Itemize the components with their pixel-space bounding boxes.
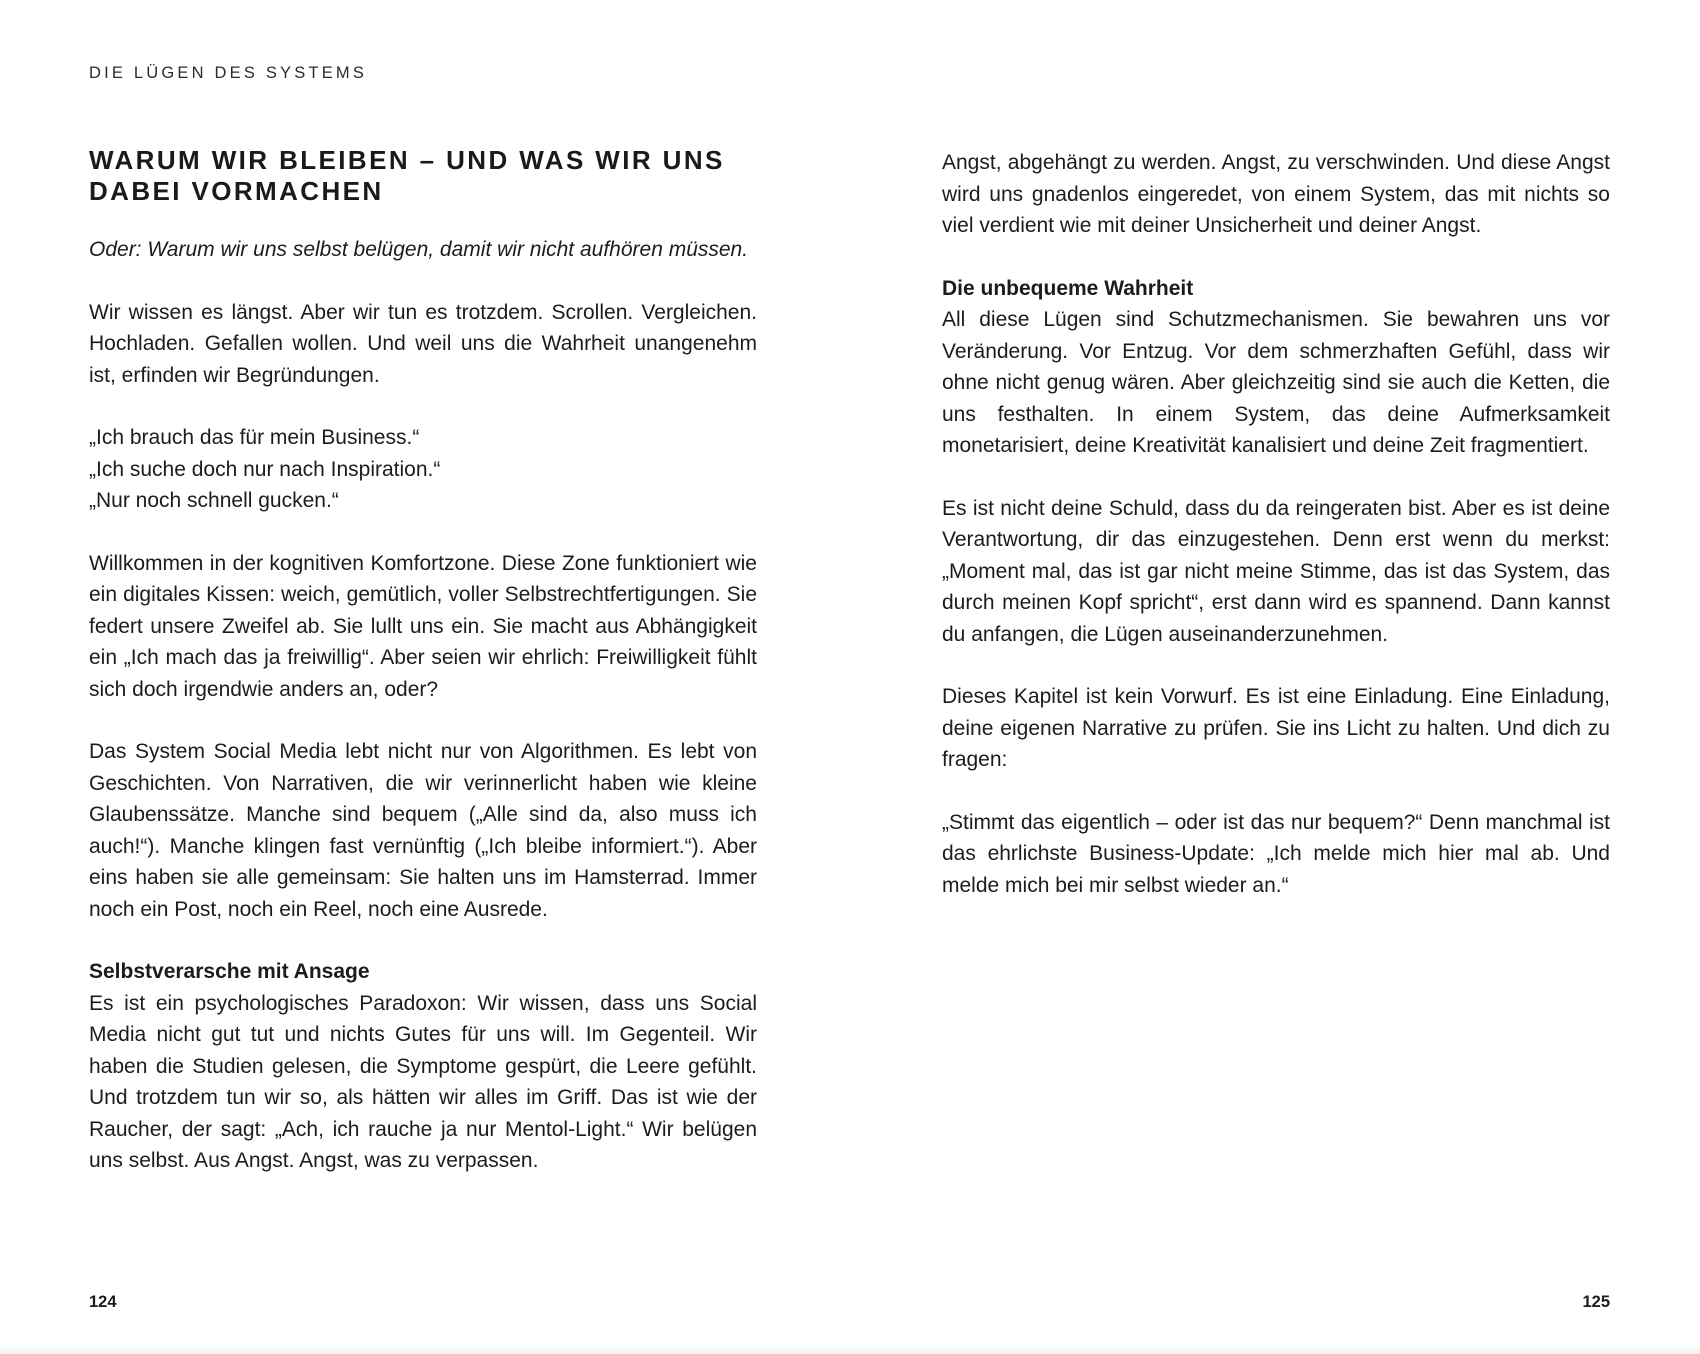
- quote-line: „Ich brauch das für mein Business.“: [89, 426, 420, 449]
- body-paragraph: Willkommen in der kognitiven Komfortzone. Diese Zone funktioniert wie ein digitales Kissen: weich, gemütlich, voller Selbstrechtfertigungen. Sie federt unsere Zweifel ab. Sie lullt uns ein. Sie macht aus Abhängigkeit ein „Ich mach das ja freiwillig“. Aber seien wir ehrlich: Freiwilligkeit fühlt sich doch irgendwie anders an, oder?: [89, 551, 757, 701]
- body-paragraph: Dieses Kapitel ist kein Vorwurf. Es ist eine Einladung. Eine Einladung, deine eigenen Narrative zu prüfen. Sie ins Licht zu halten. Und dich zu fragen:: [942, 685, 1610, 771]
- right-page: [942, 0, 1610, 1354]
- left-page: [89, 0, 757, 1354]
- body-paragraph: All diese Lügen sind Schutzmechanismen. Sie bewahren uns vor Veränderung. Vor Entzug. Vor dem schmerzhaften Gefühl, dass wir ohne nicht genug wären. Aber gleichzeitig sind sie auch die Ketten, die uns festhalten. In einem System, das deine Aufmerksamkeit monetarisiert, deine Kreativität kanalisiert und deine Zeit fragmentiert.: [942, 308, 1610, 457]
- body-paragraph: Angst, abgehängt zu werden. Angst, zu verschwinden. Und diese Angst wird uns gnadenlos eingeredet, von einem System, das mit nichts so viel verdient wie mit deiner Unsicherheit und deiner Angst.: [942, 151, 1610, 237]
- section-heading: Die unbequeme Wahrheit: [942, 276, 1194, 300]
- left-text-column: [89, 145, 757, 1208]
- body-paragraph: „Stimmt das eigentlich – oder ist das nur bequem?“ Denn manchmal ist das ehrlichste Business-Update: „Ich melde mich hier mal ab. Und melde mich bei mir selbst wieder an.“: [942, 810, 1610, 897]
- section-heading: Selbstverarsche mit Ansage: [89, 960, 370, 983]
- chapter-title: WARUM WIR BLEIBEN – UND WAS WIR UNS DABEI VORMACHEN: [89, 145, 725, 206]
- body-paragraph: Wir wissen es längst. Aber wir tun es trotzdem. Scrollen. Vergleichen. Hochladen. Gefallen wollen. Und weil uns die Wahrheit unangenehm ist, erfinden wir Begründungen.: [89, 300, 757, 387]
- body-paragraph: Es ist ein psychologisches Paradoxon: Wir wissen, dass uns Social Media nicht gut tut und nichts Gutes für uns will. Im Gegenteil. Wir haben die Studien gelesen, die Symptome gespürt, die Leere gefühlt. Und trotzdem tun wir so, als hätten wir alles im Griff. Das ist wie der Raucher, der sagt: „Ach, ich rauche ja nur Mentol-Light.“ Wir belügen uns selbst. Aus Angst. Angst, was zu verpassen.: [89, 991, 757, 1172]
- page-number: 124: [89, 1293, 117, 1311]
- quote-block: [89, 422, 757, 517]
- page-bottom-edge: [0, 1344, 1700, 1354]
- quote-line: „Nur noch schnell gucken.“: [89, 489, 339, 512]
- body-paragraph: Es ist nicht deine Schuld, dass du da reingeraten bist. Aber es ist deine Verantwortung, dir das einzugestehen. Denn erst wenn du merkst: „Moment mal, das ist gar nicht meine Stimme, das ist das System, das durch meinen Kopf spricht“, erst dann wird es spannend. Dann kannst du anfangen, die Lügen auseinanderzunehmen.: [942, 496, 1610, 646]
- running-head: DIE LÜGEN DES SYSTEMS: [89, 64, 368, 82]
- chapter-subtitle: Oder: Warum wir uns selbst belügen, damit wir nicht aufhören müssen.: [89, 238, 749, 261]
- quote-line: „Ich suche doch nur nach Inspiration.“: [89, 457, 441, 481]
- body-paragraph: Das System Social Media lebt nicht nur von Algorithmen. Es lebt von Geschichten. Von Narrativen, die wir verinnerlicht haben wie kleine Glaubenssätze. Manche sind bequem („Alle sind da, also muss ich auch!“). Manche klingen fast vernünftig („Ich bleibe informiert.“). Aber eins haben sie alle gemeinsam: Sie halten uns im Hamsterrad. Immer noch ein Post, noch ein Reel, noch eine Ausrede.: [89, 740, 757, 921]
- right-text-column: [942, 147, 1610, 932]
- page-number: 125: [1582, 1293, 1610, 1311]
